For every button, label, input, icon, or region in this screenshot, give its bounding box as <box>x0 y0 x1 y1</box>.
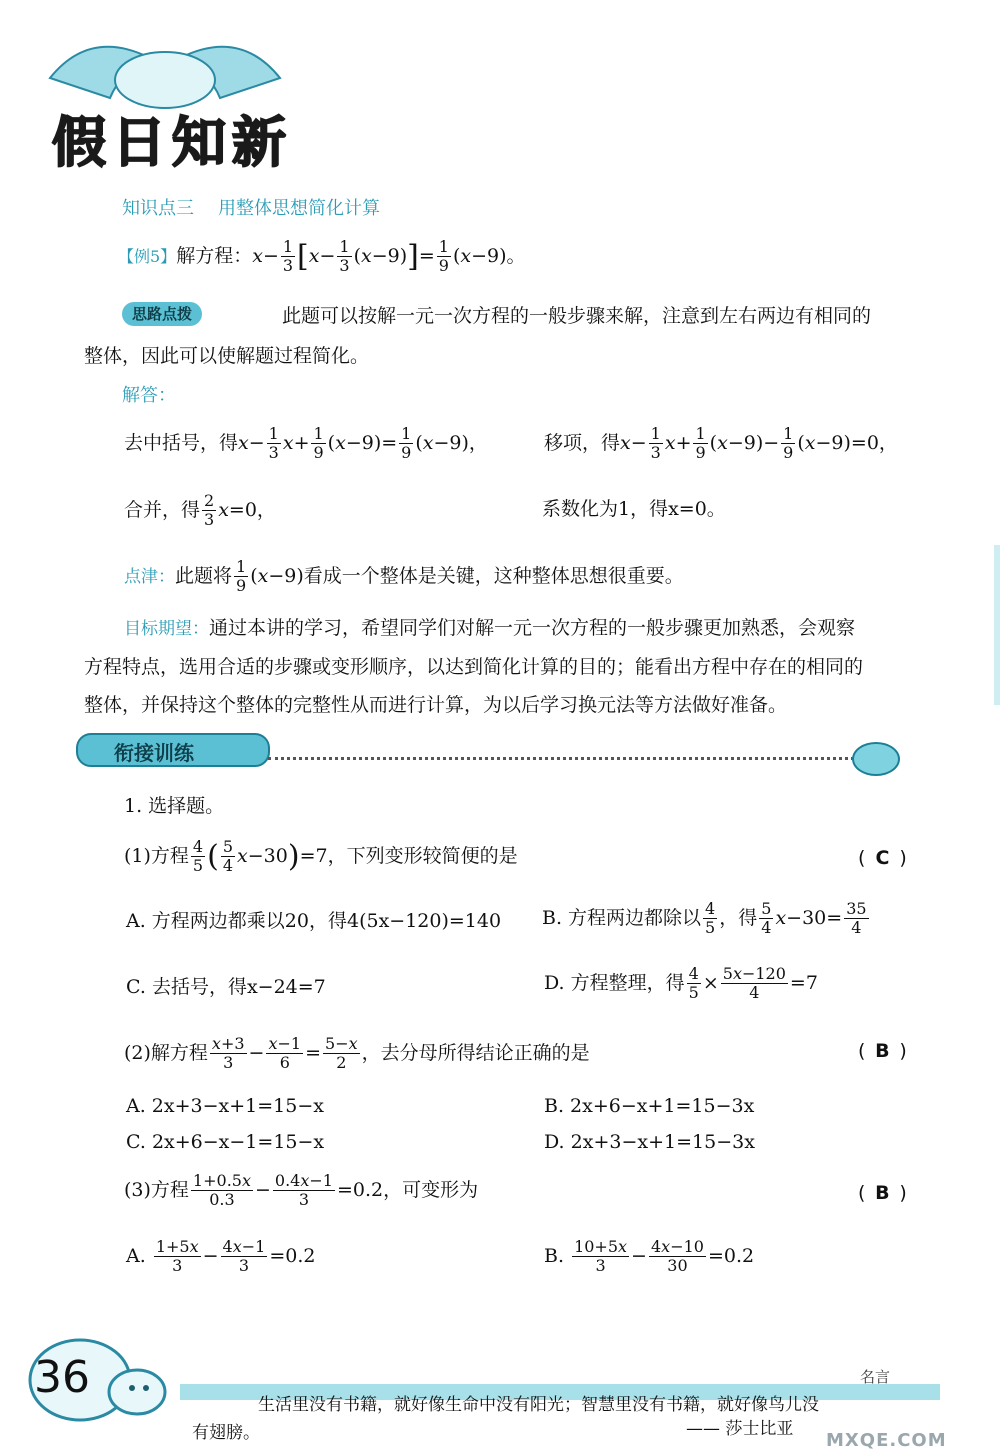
footer-quote-1: 生活里没有书籍，就好像生命中没有阳光；智慧里没有书籍，就好像鸟儿没 <box>258 1395 819 1415</box>
q1-option-b: B. 方程两边都除以 $\frac{4}{5}$ ，得 $\frac{5}{4}$ x−30= $\frac{35}{4}$ <box>542 899 867 938</box>
header-title: 假日知新 <box>52 111 292 174</box>
footer-author: —— 莎士比亚 <box>686 1419 794 1439</box>
q2-option-a: A. 2x+3−x+1=15−x <box>126 1095 324 1117</box>
goal-label: 目标期望： <box>124 619 209 639</box>
q1-answer-box: ( C ) <box>858 847 907 869</box>
section-heading <box>122 198 380 220</box>
footer-corner-label: 名言 <box>860 1368 891 1386</box>
hint-label: 思路点拨 <box>132 305 193 323</box>
step2-label: 移项，得 <box>544 431 621 454</box>
step-3: 合并，得 $\frac{2}{3}$ x=0， <box>124 491 276 530</box>
q2-post: ，去分母所得结论正确的是 <box>361 1041 590 1064</box>
q2-answer: B <box>875 1040 890 1062</box>
q3-a-label: A. <box>126 1244 146 1267</box>
q3-answer-box: ( B ) <box>858 1182 907 1204</box>
question-2: (2)解方程 $\frac{x+3}{3}$ − $\frac{x-1}{6}$ = $\frac{5-x}{2}$ ，去分母所得结论正确的是 <box>124 1034 590 1073</box>
banner-dotted-rule <box>268 757 860 760</box>
q2-option-d: D. 2x+3−x+1=15−3x <box>544 1131 755 1153</box>
step1-label: 去中括号，得 <box>124 431 239 454</box>
header-logo <box>30 18 300 178</box>
goal-line-3: 整体，并保持这个整体的完整性从而进行计算，为以后学习换元法等方法做好准备。 <box>84 694 788 716</box>
example-label: 【例5】 <box>118 246 177 266</box>
goal-text-1: 通过本讲的学习，希望同学们对解一元一次方程的一般步骤更加熟悉，会观察 <box>209 617 856 639</box>
q3-option-b: B. $\frac{10+5x}{3}$ − $\frac{4x-10}{30}$ =0.2 <box>544 1237 755 1276</box>
watermark: MXQE.COM <box>826 1430 947 1451</box>
hint-badge <box>122 302 202 326</box>
step-4: 系数化为1，得x=0。 <box>542 498 726 520</box>
q3-post: =0.2，可变形为 <box>336 1178 479 1201</box>
q1-post: =7，下列变形较简便的是 <box>299 844 518 867</box>
q3-answer: B <box>875 1182 890 1204</box>
training-banner <box>76 733 270 767</box>
q2-answer-box: ( B ) <box>858 1040 907 1062</box>
q1-option-c: C. 去括号，得x−24=7 <box>126 976 326 998</box>
hint-line-2: 整体，因此可以使解题过程简化。 <box>84 345 370 367</box>
note: 点津：此题将 $\frac{1}{9}$ (x−9)看成一个整体是关键，这种整体思想很重要。 <box>124 557 684 596</box>
training-banner-label: 衔接训练 <box>114 741 194 765</box>
example-5: 【例5】解方程：x− $\frac{1}{3}$ [x− $\frac{1}{3}$ (x−9)]= $\frac{1}{9}$ (x−9)。 <box>118 237 526 276</box>
goal-line-1 <box>124 617 855 640</box>
question-3: (3)方程 $\frac{1+0.5x}{0.3}$ − $\frac{0.4x-1}{3}$ =0.2，可变形为 <box>124 1171 479 1210</box>
answer-label: 解答： <box>122 385 176 406</box>
banner-swirl-icon <box>852 742 900 776</box>
q1-option-d: D. 方程整理，得 $\frac{4}{5}$ × $\frac{5x-120}{4}$ =7 <box>544 964 818 1003</box>
q1-option-a: A. 方程两边都乘以20，得4(5x−120)=140 <box>126 910 502 932</box>
snail-mascot-icon <box>22 1330 172 1425</box>
step3-label: 合并，得 <box>124 498 201 521</box>
q1-pre: (1)方程 <box>124 844 189 867</box>
q1-b-mid: ，得 <box>719 906 758 929</box>
q1-b-pre: B. 方程两边都除以 <box>542 906 702 929</box>
q2-pre: (2)解方程 <box>124 1041 208 1064</box>
goal-line-2: 方程特点，选用合适的步骤或变形顺序，以达到简化计算的目的；能看出方程中存在的相同的 <box>84 656 864 678</box>
q2-option-c: C. 2x+6−x−1=15−x <box>126 1131 325 1153</box>
question-heading: 1. 选择题。 <box>124 795 225 817</box>
section-title: 知识点三 <box>122 198 194 219</box>
section-subtitle: 用整体思想简化计算 <box>218 198 380 219</box>
step-2: 移项，得x− $\frac{1}{3}$ x+ $\frac{1}{9}$ (x−9)− $\frac{1}{9}$ (x−9)=0， <box>544 424 898 463</box>
question-1: (1)方程 $\frac{4}{5}$ ( $\frac{5}{4}$ x−30)=7，下列变形较简便的是 <box>124 837 518 876</box>
note-post: 看成一个整体是关键，这种整体思想很重要。 <box>303 564 684 587</box>
note-label: 点津： <box>124 566 175 587</box>
q3-b-label: B. <box>544 1244 565 1267</box>
example-text: 解方程 <box>176 244 234 267</box>
q3-option-a: A. $\frac{1+5x}{3}$ − $\frac{4x-1}{3}$ =0.2 <box>126 1237 316 1276</box>
q1-d-pre: D. 方程整理，得 <box>544 971 685 994</box>
q3-pre: (3)方程 <box>124 1178 189 1201</box>
step-1: 去中括号，得x− $\frac{1}{3}$ x+ $\frac{1}{9}$ (x−9)= $\frac{1}{9}$ (x−9)， <box>124 424 488 463</box>
q1-answer: C <box>875 847 890 869</box>
note-pre: 此题将 <box>175 564 233 587</box>
hint-line-1: 此题可以按解一元一次方程的一般步骤来解，注意到左右两边有相同的 <box>282 305 872 327</box>
footer-quote-2: 有翅膀。 <box>192 1423 260 1443</box>
edge-tab <box>994 545 1000 705</box>
page-number: 36 <box>34 1352 90 1403</box>
q2-option-b: B. 2x+6−x+1=15−3x <box>544 1095 755 1117</box>
